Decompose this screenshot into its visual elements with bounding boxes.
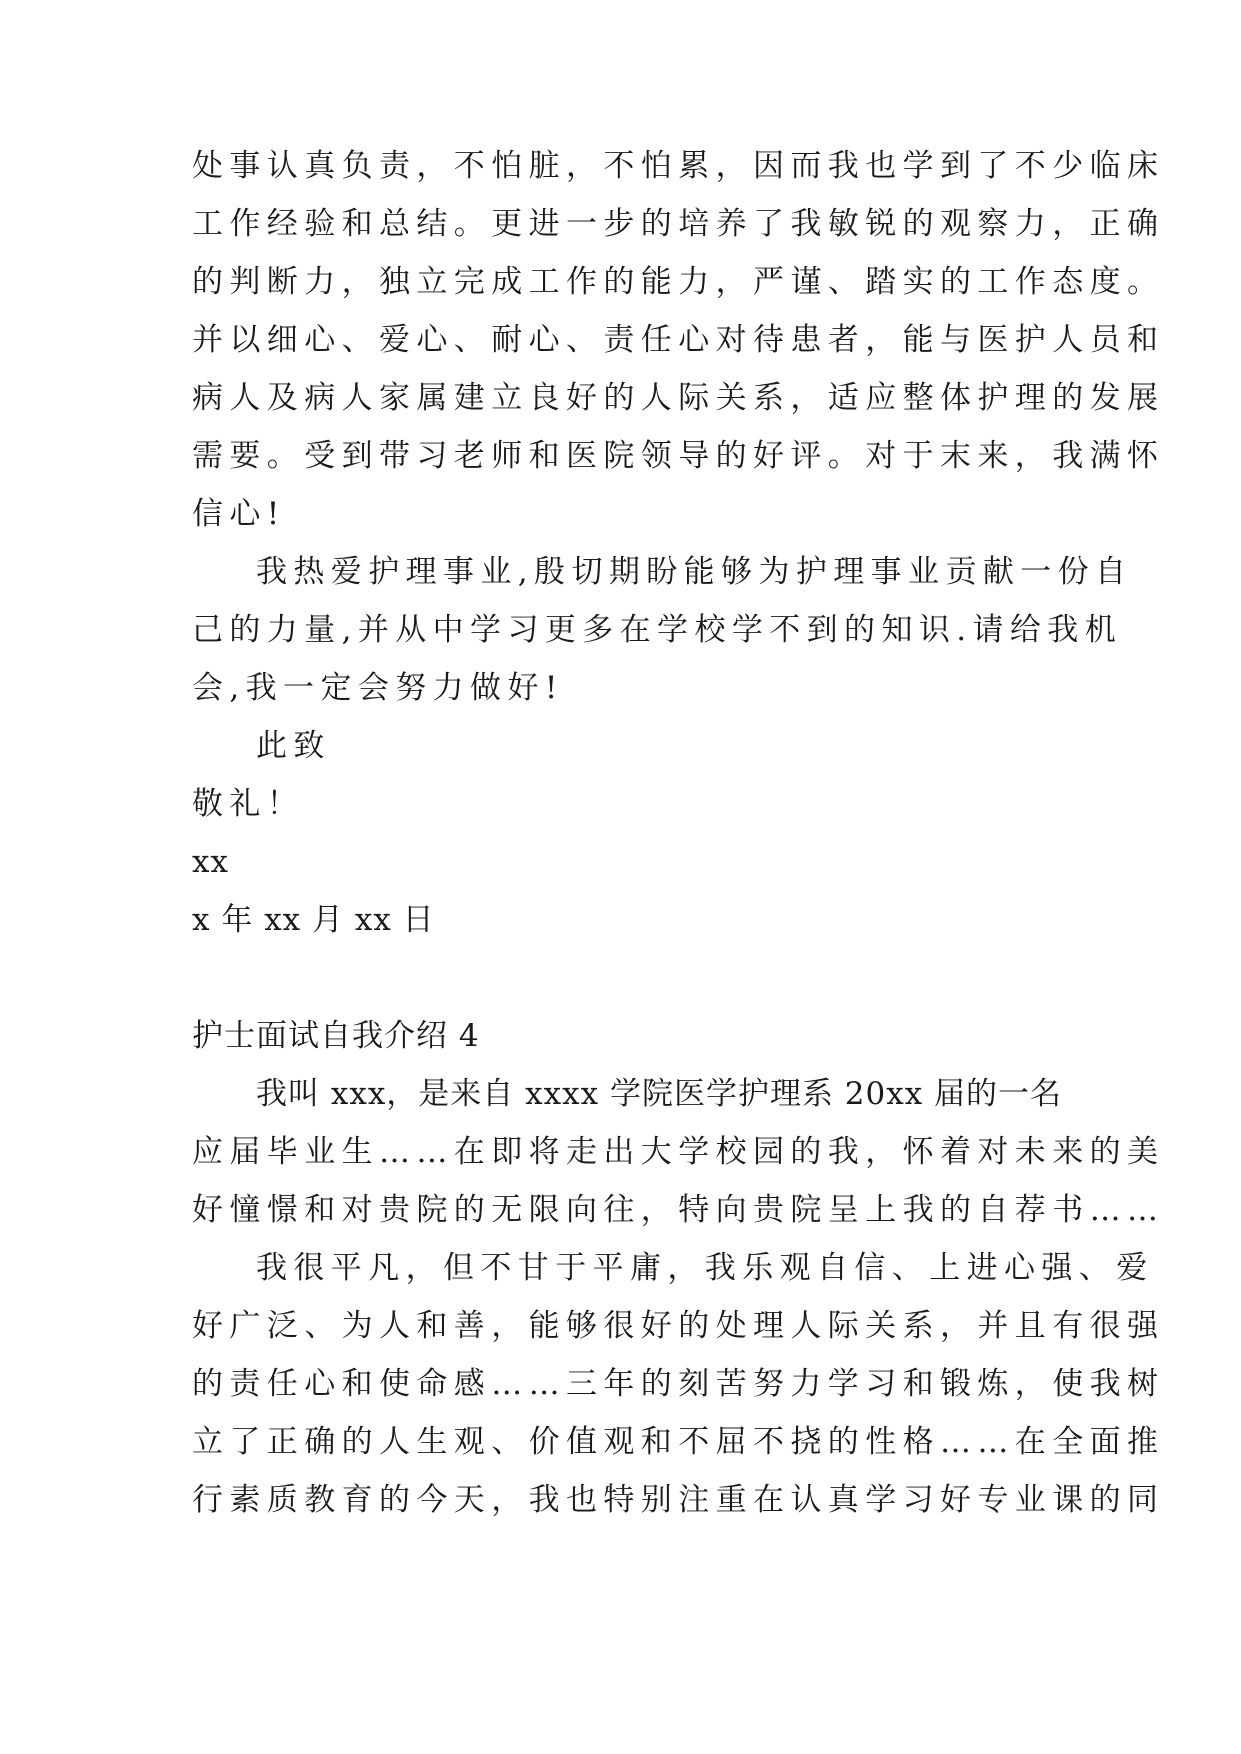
paragraph-start-line: 我叫 xxx，是来自 xxxx 学院医学护理系 20xx 届的一名 — [256, 1076, 1063, 1112]
body-line-17: 应届毕业生……在即将走出大学校园的我，怀着对未来的美 — [192, 1134, 1165, 1170]
closing-regards: 敬礼！ — [192, 786, 305, 822]
body-line-4: 并以细心、爱心、耐心、责任心对待患者，能与医护人员和 — [192, 322, 1165, 358]
paragraph-start-line: 我很平凡，但不甘于平庸，我乐观自信、上进心强、爱 — [256, 1250, 1154, 1286]
body-line-3: 的判断力，独立完成工作的能力，严谨、踏实的工作态度。 — [192, 264, 1165, 300]
body-line-23: 行素质教育的今天，我也特别注重在认真学习好专业课的同 — [192, 1482, 1165, 1518]
signature-name: xx — [192, 844, 229, 880]
body-line-20: 好广泛、为人和善，能够很好的处理人际关系，并且有很强 — [192, 1308, 1165, 1344]
body-line-1: 处事认真负责，不怕脏，不怕累，因而我也学到了不少临床 — [192, 148, 1165, 184]
signature-date: x 年 xx 月 xx 日 — [192, 902, 435, 938]
body-line-6: 需要。受到带习老师和医院领导的好评。对于末来，我满怀 — [192, 438, 1165, 474]
body-line-9: 己的力量,并从中学习更多在学校学不到的知识.请给我机 — [192, 612, 1123, 648]
body-line-7: 信心! — [192, 496, 286, 532]
body-line-21: 的责任心和使命感……三年的刻苦努力学习和锻炼，使我树 — [192, 1366, 1165, 1402]
paragraph-start-line: 我热爱护理事业,殷切期盼能够为护理事业贡献一份自 — [256, 554, 1133, 590]
body-line-5: 病人及病人家属建立良好的人际关系，适应整体护理的发展 — [192, 380, 1165, 416]
section-heading: 护士面试自我介绍 4 — [192, 1018, 480, 1054]
body-line-2: 工作经验和总结。更进一步的培养了我敏锐的观察力，正确 — [192, 206, 1165, 242]
closing-salutation: 此致 — [256, 728, 331, 764]
body-line-10: 会,我一定会努力做好! — [192, 670, 564, 706]
body-line-18: 好憧憬和对贵院的无限向往，特向贵院呈上我的自荐书…… — [192, 1192, 1165, 1228]
body-line-22: 立了正确的人生观、价值观和不屈不挠的性格……在全面推 — [192, 1424, 1165, 1460]
